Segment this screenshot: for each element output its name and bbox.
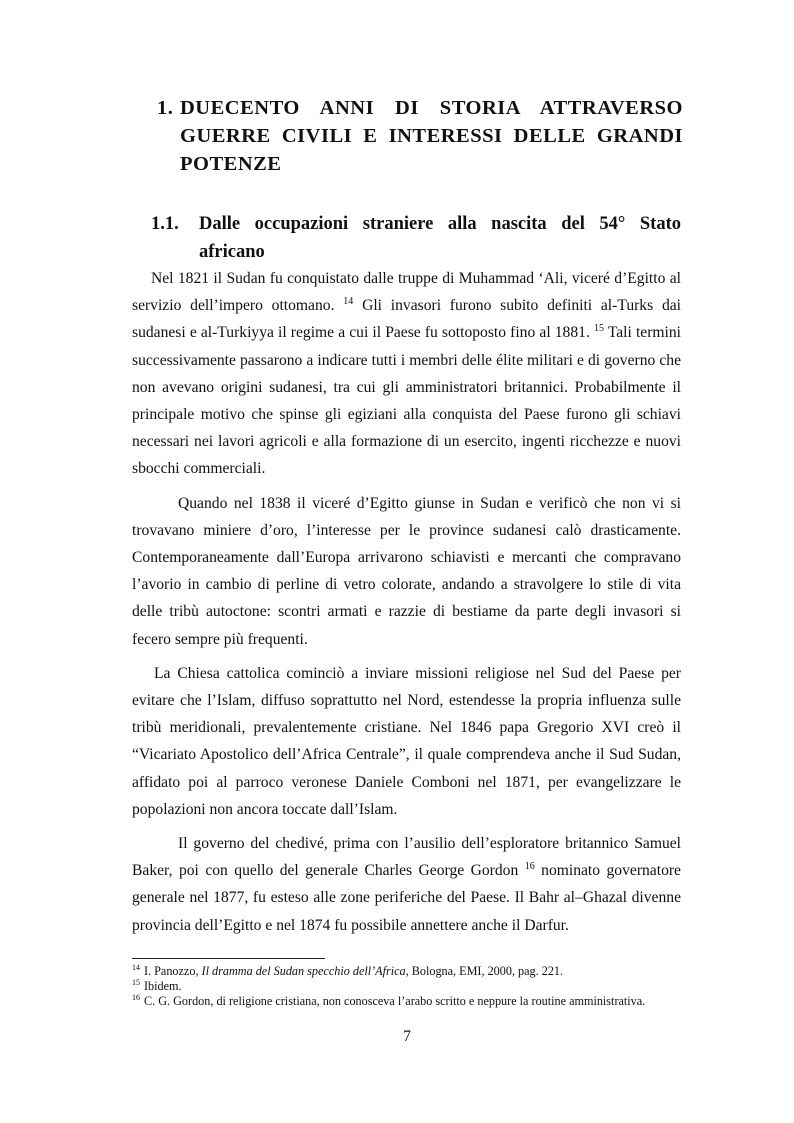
footnote-ref[interactable]: 16 bbox=[524, 861, 535, 873]
footnote-ref[interactable]: 14 bbox=[343, 296, 354, 308]
footnote-separator bbox=[132, 958, 325, 959]
book-title: Il dramma del Sudan specchio dell’Africa bbox=[201, 964, 406, 978]
footnote-number: 14 bbox=[132, 962, 140, 972]
section-title: Dalle occupazioni straniere alla nascita del 54° Stato africano bbox=[199, 214, 681, 262]
paragraph: La Chiesa cattolica cominciò a inviare missioni religiose nel Sud del Paese per evitare che l’Islam, diffuso soprattutto nel Nord, estendesse la propria influenza sulle tribù meridionali, prevalentemente cristiane. Nel 1846 papa Gregorio XVI creò il “Vicariato Apostolico dell’Africa Centrale”, il quale comprendeva anche il Sud Sudan, affidato poi al parroco veronese Daniele Comboni nel 1871, per evangelizzare le popolazioni non ancora toccate dall’Islam. bbox=[132, 664, 681, 818]
section-number: 1.1. bbox=[151, 214, 179, 234]
paragraph: Nel 1821 il Sudan fu conquistato dalle truppe di Muhammad ‘Ali, viceré d’Egitto al servizio dell’impero ottomano. $^{14}$ Gli invasori furono subito definiti al-Turks dai sudanesi e al-Turkiyya il regime a cui il Paese fu sottoposto fino al 1881. $^{15}$ Tali termini successivamente passarono a indicare tutti i membri delle élite militari e di governo che non avevano origini sudanesi, tra cui gli amministratori britannici. Probabilmente il principale motivo che spinse gli egiziani alla conquista del Paese furono gli schiavi necessari nei lavori agricoli e alla formazione di un esercito, ingenti ricchezze e nuovi sbocchi commerciali. bbox=[132, 270, 682, 478]
footnotes bbox=[132, 964, 681, 1009]
body-text bbox=[132, 265, 681, 946]
footnote: $^{16}$ C. G. Gordon, di religione cristiana, non conosceva l’arabo scritto e neppure la routine amministrativa. bbox=[132, 992, 646, 1008]
footnote-number: 15 bbox=[132, 977, 140, 987]
chapter-number: 1. bbox=[157, 97, 174, 119]
footnote: $^{14}$ I. Panozzo, Il dramma del Sudan specchio dell’Africa, Bologna, EMI, 2000, pag. 221. bbox=[132, 962, 564, 978]
paragraph: Quando nel 1838 il viceré d’Egitto giunse in Sudan e verificò che non vi si trovavano miniere d’oro, l’interesse per le province sudanesi calò drasticamente. Contemporaneamente dall’Europa arrivarono schiavisti e mercanti che compravano l’avorio in cambio di perline di vetro colorate, andando a stravolgere lo stile di vita delle tribù autoctone: scontri armati e razzie di bestiame da parte degli invasori si fecero sempre più frequenti. bbox=[132, 494, 681, 648]
footnote-ref[interactable]: 15 bbox=[593, 323, 604, 335]
chapter-title: DUECENTO ANNI DI STORIA ATTRAVERSO GUERRE CIVILI E INTERESSI DELLE GRANDI POTENZE bbox=[180, 97, 683, 175]
paragraph: Il governo del chedivé, prima con l’ausilio dell’esploratore britannico Samuel Baker, poi con quello del generale Charles George Gordon $^{16}$ nominato governatore generale nel 1877, fu esteso alle zone periferiche del Paese. Il Bahr al–Ghazal divenne provincia dell’Egitto e nel 1874 fu possibile annettere anche il Darfur. bbox=[132, 835, 681, 934]
page-number: 7 bbox=[403, 1028, 411, 1045]
footnote: $^{15}$ Ibidem. bbox=[132, 977, 182, 993]
footnote-number: 16 bbox=[132, 992, 140, 1002]
